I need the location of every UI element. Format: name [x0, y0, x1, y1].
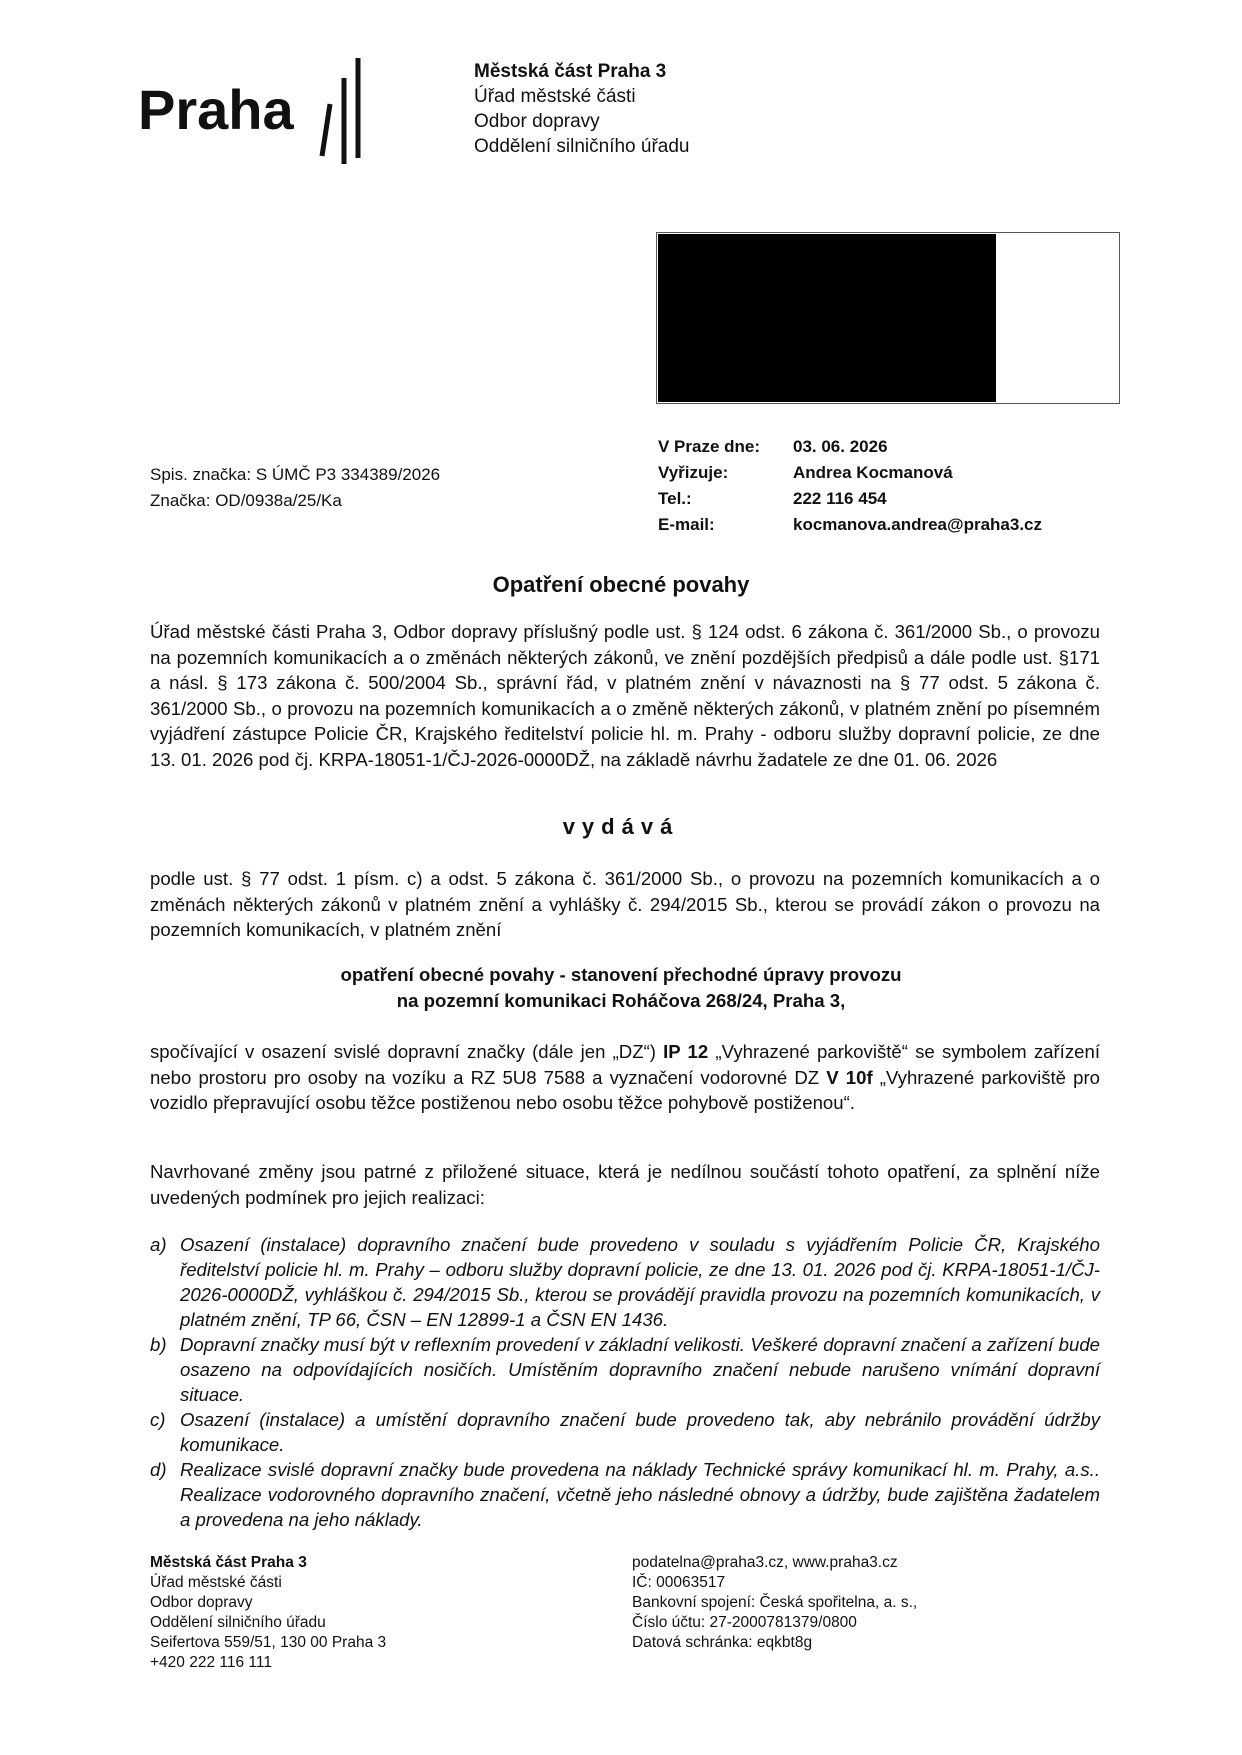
- measure-description: [150, 1039, 1100, 1116]
- footer-line: Úřad městské části: [150, 1574, 282, 1591]
- proposal-paragraph: Navrhované změny jsou patrné z přiložené situace, která je nedílnou součástí tohoto opatření, za splnění níže uvedených podmínek pro jejich realizaci:: [150, 1161, 1100, 1208]
- contact-value: Andrea Kocmanová: [793, 463, 953, 482]
- footer-line: Oddělení silničního úřadu: [150, 1614, 326, 1631]
- list-text: Osazení (instalace) dopravního značení bude provedeno v souladu s vyjádřením Policie ČR, Krajského ředitelství policie hl. m. Prahy – odboru služby dopravní policie, ze dne 13. 01. 2026 pod čj. KRPA-18051-1/ČJ-2026-0000DŽ, vyhláškou č. 294/2015 Sb., kterou se provádějí pravidla provozu na pozemních komunikacích, v platném znění, TP 66, ČSN – EN 12899-1 a ČSN EN 1436.: [180, 1234, 1100, 1330]
- measure-title: [0, 962, 1242, 1013]
- contact-row-handler: [658, 460, 1042, 486]
- header-section: Oddělení silničního úřadu: [474, 136, 690, 157]
- sign-code-ip12: IP 12: [663, 1041, 709, 1062]
- footer-line: Datová schránka: eqkbt8g: [632, 1634, 813, 1651]
- footer-line: Bankovní spojení: Česká spořitelna, a. s.,: [632, 1594, 918, 1611]
- reference-numbers: [150, 462, 440, 514]
- list-text: Osazení (instalace) a umístění dopravního značení bude provedeno tak, aby nebránilo provádění údržby komunikace.: [180, 1409, 1100, 1455]
- contact-row-date: [658, 434, 1042, 460]
- contact-label: V Praze dne:: [658, 437, 761, 456]
- contact-row-phone: [658, 486, 1042, 512]
- footer-municipality: Městská část Praha 3: [150, 1554, 307, 1571]
- measure-desc-text: spočívající v osazení svislé dopravní značky (dále jen „DZ“): [150, 1041, 664, 1062]
- office-header: [474, 59, 689, 159]
- measure-desc-text: „Vyhrazené parkoviště“ se symbolem zařízení nebo prostoru pro osoby na vozíku a RZ 5U8 7588 a vyznačení vodorovné DZ: [150, 1041, 1100, 1088]
- footer-line: Seifertova 559/51, 130 00 Praha 3: [150, 1634, 387, 1651]
- intro-paragraph: Úřad městské části Praha 3, Odbor dopravy příslušný podle ust. § 124 odst. 6 zákona č. 361/2000 Sb., o provozu na pozemních komunikacích a o změnách některých zákonů, ve znění pozdějších předpisů a dále podle ust. §171 a násl. § 173 zákona č. 500/2004 Sb., správní řád, v platném znění v návaznosti na § 77 odst. 5 zákona č. 361/2000 Sb., o provozu na pozemních komunikacích a o změně některých zákonů, v platném znění po písemném vyjádření zástupce Policie ČR, Krajského ředitelství policie hl. m. Prahy - odboru služby dopravní policie, ze dne 13. 01. 2026 pod čj. KRPA-18051-1/ČJ-2026-0000DŽ, na základě návrhu žadatele ze dne 01. 06. 2026: [150, 621, 1100, 770]
- contact-row-email: [658, 512, 1042, 538]
- list-marker: d): [150, 1459, 167, 1480]
- sign-code-v10f: V 10f: [826, 1066, 873, 1088]
- footer-line: Číslo účtu: 27-2000781379/0800: [632, 1614, 857, 1631]
- legal-basis-paragraph: podle ust. § 77 odst. 1 písm. c) a odst. 5 zákona č. 361/2000 Sb., o provozu na pozemních komunikacích a o změnách některých zákonů v platném znění a vyhlášky č. 294/2015 Sb., kterou se provádí zákon o provozu na pozemních komunikacích, v platném znění: [150, 868, 1100, 940]
- contact-block: [658, 434, 1042, 538]
- contact-label: Vyřizuje:: [658, 463, 729, 482]
- praha-logo-wordmark: Praha: [138, 78, 294, 141]
- file-reference: Spis. značka: S ÚMČ P3 334389/2026: [150, 465, 441, 484]
- document-reference: Značka: OD/0938a/25/Ka: [150, 491, 342, 510]
- list-marker: b): [150, 1334, 167, 1355]
- measure-title-line1: opatření obecné povahy - stanovení přechodné úpravy provozu: [340, 964, 902, 985]
- list-marker: c): [150, 1409, 166, 1430]
- conditions-list: [150, 1232, 1100, 1532]
- contact-value: 03. 06. 2026: [793, 437, 888, 456]
- footer-line: Odbor dopravy: [150, 1594, 253, 1611]
- list-marker: a): [150, 1234, 167, 1255]
- measure-desc-text: „Vyhrazené parkoviště pro vozidlo přepravující osobu těžce postiženou nebo osobu těžce pohybově postiženou“.: [150, 1066, 1100, 1113]
- list-text: Dopravní značky musí být v reflexním provedení v základní velikosti. Veškeré dopravní značení a zařízení bude osazeno na odpovídajících nosičích. Umístěním dopravního značení nebude narušeno vnímání dopravní situace.: [180, 1334, 1100, 1405]
- contact-value: 222 116 454: [793, 489, 887, 508]
- footer-address: [150, 1553, 386, 1673]
- list-item: [150, 1332, 1100, 1407]
- document-title: Opatření obecné povahy: [492, 572, 750, 597]
- contact-label: E-mail:: [658, 515, 715, 534]
- list-item: [150, 1232, 1100, 1332]
- header-department: Odbor dopravy: [474, 111, 600, 132]
- measure-title-line2: na pozemní komunikaci Roháčova 268/24, Praha 3,: [396, 989, 846, 1011]
- recipient-address-box: [656, 232, 1120, 404]
- list-text: Realizace svislé dopravní značky bude provedena na náklady Technické správy komunikací hl. m. Prahy, a.s.. Realizace vodorovného dopravního značení, včetně jeho následné obnovy a údržby, bude zajištěna žadatelem a provedena na jeho náklady.: [180, 1459, 1100, 1530]
- footer-phone: +420 222 116 111: [150, 1654, 272, 1671]
- contact-email-link[interactable]: kocmanova.andrea@praha3.cz: [793, 515, 1043, 534]
- list-item: [150, 1407, 1100, 1457]
- footer-line: IČ: 00063517: [632, 1574, 726, 1591]
- redaction-block: [658, 234, 996, 402]
- footer-contact-info: [632, 1553, 917, 1653]
- contact-label: Tel.:: [658, 489, 692, 508]
- header-office: Úřad městské části: [474, 86, 636, 107]
- footer-web-link[interactable]: podatelna@praha3.cz, www.praha3.cz: [632, 1554, 898, 1571]
- praha-logo-bars-icon: [316, 56, 386, 166]
- list-item: [150, 1457, 1100, 1532]
- header-municipality: Městská část Praha 3: [474, 61, 667, 82]
- issues-heading: vydává: [562, 814, 680, 839]
